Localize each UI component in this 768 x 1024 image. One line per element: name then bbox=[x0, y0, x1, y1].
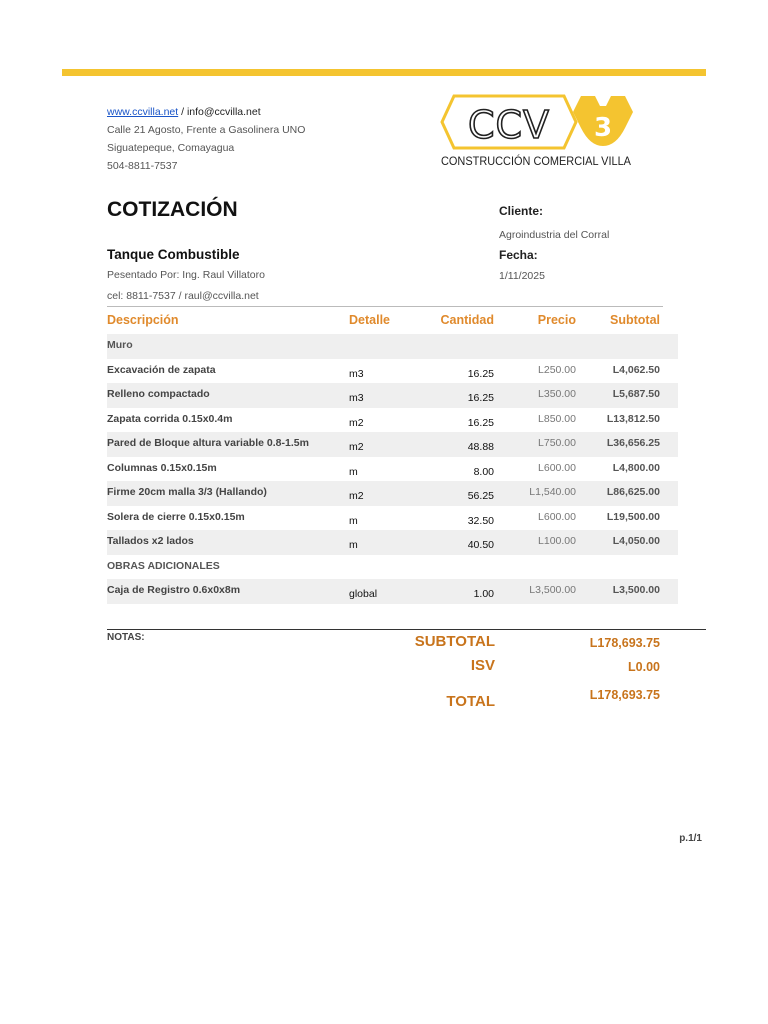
website-link[interactable]: www.ccvilla.net bbox=[107, 106, 179, 118]
item-price: L850.00 bbox=[538, 412, 576, 425]
logo-text: CCV bbox=[467, 103, 551, 147]
item-price: L750.00 bbox=[538, 437, 576, 449]
item-detail: m2 bbox=[349, 490, 364, 502]
isv-value: L0.00 bbox=[628, 660, 660, 674]
address-line-1: Calle 21 Agosto, Frente a Gasolinera UNO bbox=[107, 124, 306, 136]
total-label: TOTAL bbox=[446, 693, 495, 710]
date-value: 1/11/2025 bbox=[499, 270, 545, 282]
company-phone: 504-8811-7537 bbox=[107, 160, 178, 172]
item-quantity: 56.25 bbox=[467, 490, 494, 502]
item-detail: m bbox=[349, 514, 358, 527]
item-detail: m3 bbox=[349, 392, 364, 404]
table-top-divider bbox=[107, 306, 663, 307]
item-quantity: 48.88 bbox=[467, 441, 494, 453]
subtotal-value: L178,693.75 bbox=[589, 636, 660, 650]
client-value: Agroindustria del Corral bbox=[499, 229, 610, 241]
item-description: Excavación de zapata bbox=[107, 363, 216, 376]
header-quantity: Cantidad bbox=[440, 313, 494, 327]
item-subtotal: L13,812.50 bbox=[606, 412, 660, 425]
item-detail: m bbox=[349, 539, 358, 551]
section-label: OBRAS ADICIONALES bbox=[107, 559, 220, 572]
header-subtotal: Subtotal bbox=[610, 313, 660, 327]
item-detail: m bbox=[349, 465, 358, 478]
header-price: Precio bbox=[537, 313, 576, 327]
isv-label: ISV bbox=[470, 657, 495, 674]
table-row bbox=[107, 579, 678, 604]
header-detail: Detalle bbox=[349, 313, 390, 327]
item-description: Solera de cierre 0.15x0.15m bbox=[107, 510, 245, 523]
item-quantity: 16.25 bbox=[467, 392, 494, 404]
item-detail: global bbox=[349, 588, 378, 600]
item-quantity: 32.50 bbox=[467, 514, 494, 527]
project-name: Tanque Combustible bbox=[107, 247, 240, 262]
item-quantity: 40.50 bbox=[467, 539, 494, 551]
item-quantity: 8.00 bbox=[473, 465, 494, 478]
table-row bbox=[107, 408, 678, 433]
table-header bbox=[107, 309, 663, 333]
email-text: / info@ccvilla.net bbox=[178, 106, 261, 118]
item-subtotal: L4,062.50 bbox=[612, 363, 660, 376]
document-title: COTIZACIÓN bbox=[107, 198, 238, 221]
item-description: Tallados x2 lados bbox=[107, 535, 194, 547]
table-section-row bbox=[107, 334, 678, 359]
item-detail: m3 bbox=[349, 367, 364, 380]
item-subtotal: L4,800.00 bbox=[612, 461, 660, 474]
total-value: L178,693.75 bbox=[589, 688, 660, 702]
table-row bbox=[107, 432, 678, 457]
item-price: L1,540.00 bbox=[529, 486, 576, 498]
svg-text:3: 3 bbox=[593, 113, 613, 143]
subtotal-label: SUBTOTAL bbox=[414, 633, 495, 650]
table-row bbox=[107, 383, 678, 408]
date-label: Fecha: bbox=[499, 248, 538, 262]
item-quantity: 1.00 bbox=[473, 588, 494, 600]
presented-by: Pesentado Por: Ing. Raul Villatoro bbox=[107, 269, 265, 281]
item-description: Firme 20cm malla 3/3 (Hallando) bbox=[107, 486, 267, 498]
item-price: L600.00 bbox=[538, 510, 576, 523]
table-row bbox=[107, 359, 678, 384]
item-detail: m2 bbox=[349, 416, 364, 429]
table-row bbox=[107, 506, 678, 531]
table-row bbox=[107, 530, 678, 555]
totals-divider bbox=[107, 629, 706, 630]
item-quantity: 16.25 bbox=[467, 416, 494, 429]
item-detail: m2 bbox=[349, 441, 364, 453]
address-line-2: Siguatepeque, Comayagua bbox=[107, 142, 235, 154]
header-accent-bar bbox=[62, 69, 706, 76]
item-description: Zapata corrida 0.15x0.4m bbox=[107, 412, 233, 425]
item-description: Pared de Bloque altura variable 0.8-1.5m bbox=[107, 437, 309, 449]
section-label: Muro bbox=[107, 339, 133, 351]
item-price: L600.00 bbox=[538, 461, 576, 474]
table-row bbox=[107, 481, 678, 506]
company-logo bbox=[440, 92, 636, 172]
item-quantity: 16.25 bbox=[467, 367, 494, 380]
item-price: L250.00 bbox=[538, 363, 576, 376]
header-description: Descripción bbox=[107, 313, 179, 327]
presenter-contact: cel: 8811-7537 / raul@ccvilla.net bbox=[107, 290, 259, 302]
item-subtotal: L36,656.25 bbox=[606, 437, 660, 449]
item-description: Columnas 0.15x0.15m bbox=[107, 461, 217, 474]
quote-table-body bbox=[107, 334, 678, 604]
item-subtotal: L5,687.50 bbox=[612, 388, 660, 400]
company-contact bbox=[107, 103, 305, 175]
item-price: L350.00 bbox=[538, 388, 576, 400]
client-label: Cliente: bbox=[499, 204, 544, 218]
item-subtotal: L86,625.00 bbox=[606, 486, 660, 498]
notes-label: NOTAS: bbox=[107, 632, 145, 643]
item-price: L3,500.00 bbox=[529, 584, 576, 596]
page-number: p.1/1 bbox=[679, 833, 702, 844]
item-subtotal: L4,050.00 bbox=[612, 535, 660, 547]
logo-tagline: CONSTRUCCIÓN COMERCIAL VILLA bbox=[441, 154, 636, 168]
table-row bbox=[107, 457, 678, 482]
table-section-row bbox=[107, 555, 678, 580]
item-subtotal: L19,500.00 bbox=[606, 510, 660, 523]
item-price: L100.00 bbox=[538, 535, 576, 547]
item-description: Relleno compactado bbox=[107, 388, 210, 400]
item-description: Caja de Registro 0.6x0x8m bbox=[107, 584, 241, 596]
item-subtotal: L3,500.00 bbox=[612, 584, 660, 596]
